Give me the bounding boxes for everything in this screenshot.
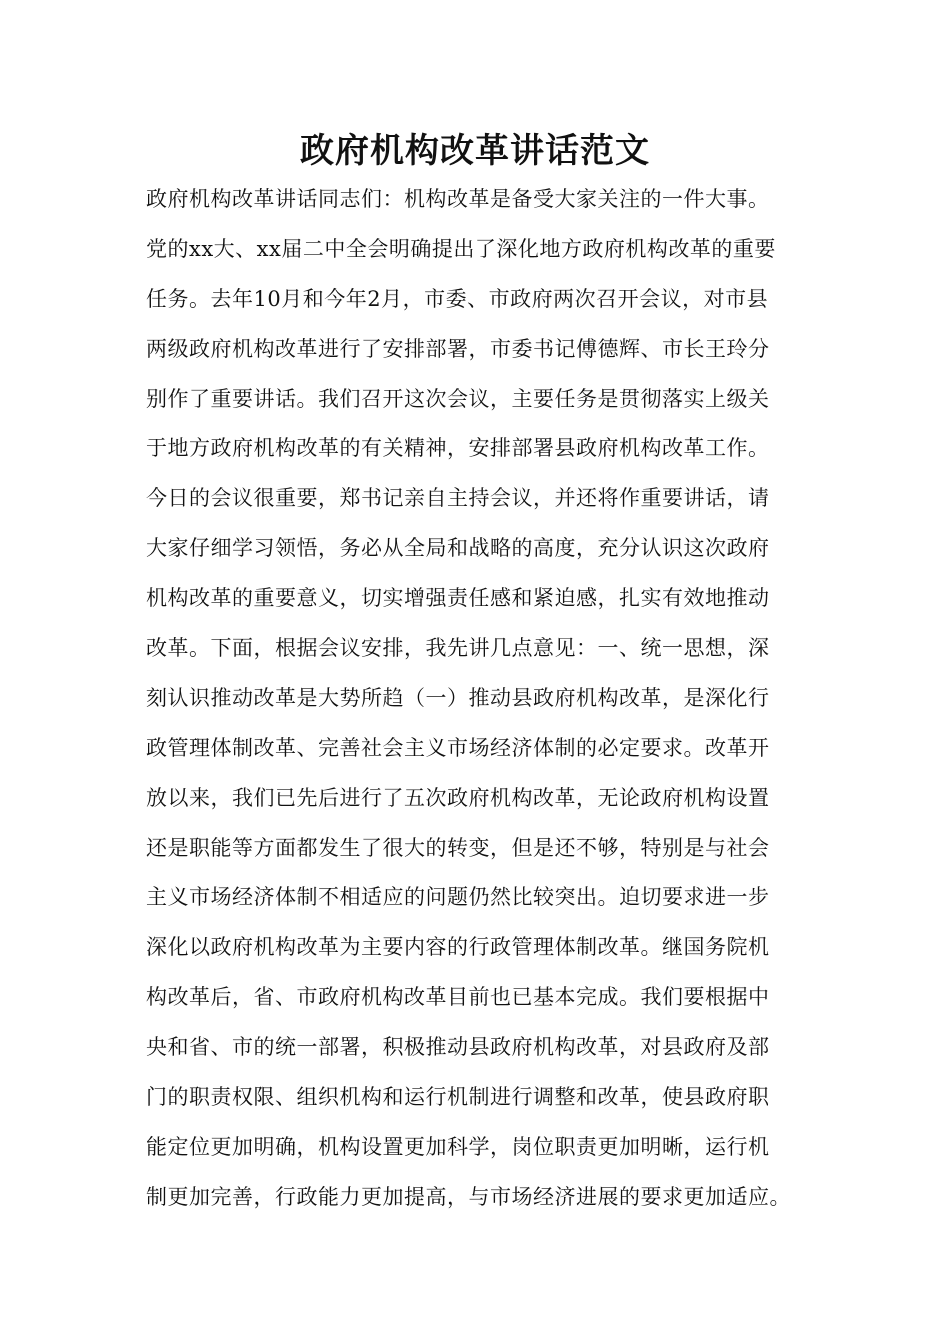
body-line: 构改革后，省、市政府机构改革目前也已基本完成。我们要根据中 <box>146 985 770 1010</box>
body-line: 放以来，我们已先后进行了五次政府机构改革，无论政府机构设置 <box>146 785 770 810</box>
body-line: 别作了重要讲话。我们召开这次会议，主要任务是贯彻落实上级关 <box>146 386 770 411</box>
body-line: 能定位更加明确，机构设置更加科学，岗位职责更加明晰，运行机 <box>146 1134 770 1159</box>
body-line: 刻认识推动改革是大势所趋（一）推动县政府机构改革，是深化行 <box>146 685 770 710</box>
body-line: 机构改革的重要意义，切实增强责任感和紧迫感，扎实有效地推动 <box>146 586 770 611</box>
body-line: 两级政府机构改革进行了安排部署，市委书记傅德辉、市长王玲分 <box>146 336 770 361</box>
document-title: 政府机构改革讲话范文 <box>300 131 650 171</box>
body-line: 大家仔细学习领悟，务必从全局和战略的高度，充分认识这次政府 <box>146 536 770 561</box>
body-line: 改革。下面，根据会议安排，我先讲几点意见：一、统一思想，深 <box>146 636 770 661</box>
body-line: 党的xx大、xx届二中全会明确提出了深化地方政府机构改革的重要 <box>146 236 776 261</box>
body-line: 今日的会议很重要，郑书记亲自主持会议，并还将作重要讲话，请 <box>146 486 770 511</box>
document-body <box>146 175 846 1223</box>
body-line: 政管理体制改革、完善社会主义市场经济体制的必定要求。改革开 <box>146 735 770 760</box>
body-line: 制更加完善，行政能力更加提高，与市场经济进展的要求更加适应。 <box>146 1184 791 1209</box>
body-line: 还是职能等方面都发生了很大的转变，但是还不够，特别是与社会 <box>146 835 770 860</box>
body-line: 央和省、市的统一部署，积极推动县政府机构改革，对县政府及部 <box>146 1035 770 1060</box>
body-line: 深化以政府机构改革为主要内容的行政管理体制改革。继国务院机 <box>146 935 770 960</box>
body-line: 主义市场经济体制不相适应的问题仍然比较突出。迫切要求进一步 <box>146 885 770 910</box>
body-line: 于地方政府机构改革的有关精神，安排部署县政府机构改革工作。 <box>146 436 770 461</box>
body-line: 任务。去年10月和今年2月，市委、市政府两次召开会议，对市县 <box>146 286 769 311</box>
body-line: 门的职责权限、组织机构和运行机制进行调整和改革，使县政府职 <box>146 1085 770 1110</box>
body-line: 政府机构改革讲话同志们：机构改革是备受大家关注的一件大事。 <box>146 187 770 211</box>
